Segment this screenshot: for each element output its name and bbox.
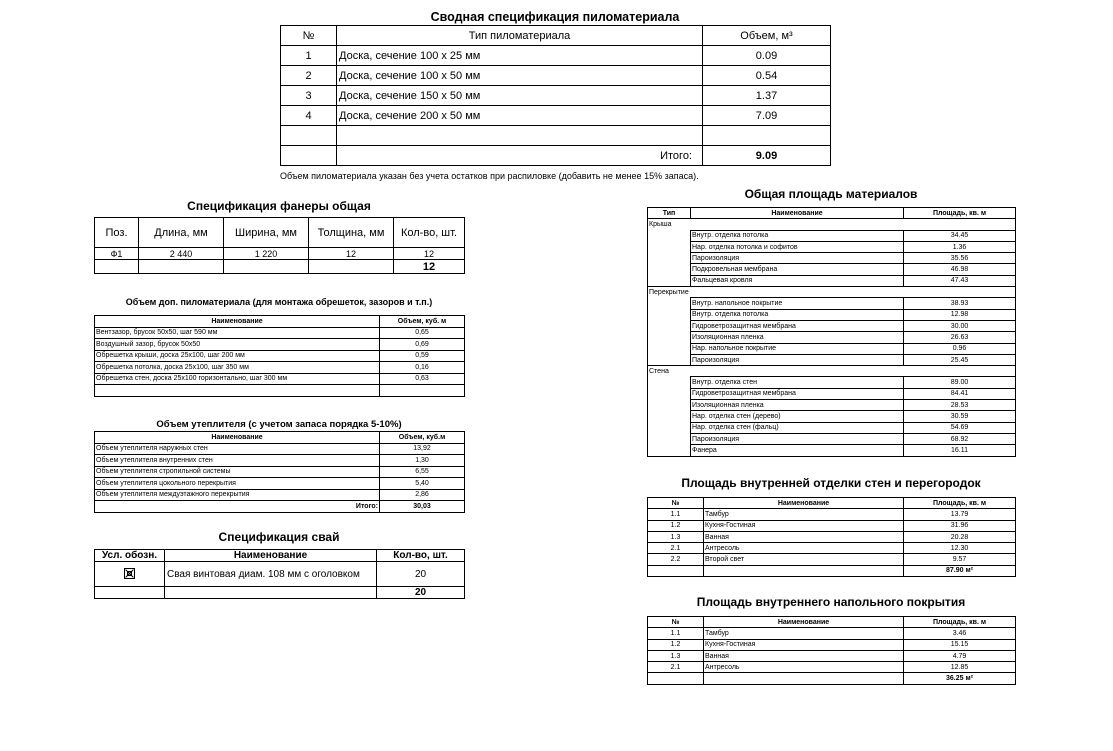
- row-area: 26.63: [904, 332, 1016, 343]
- table-row: [648, 309, 1016, 320]
- total-value: 30,03: [380, 501, 465, 513]
- row-name: Нар. напольное покрытие: [691, 343, 904, 354]
- row-name: Вентзазор, брусок 50х50, шаг 590 мм: [95, 327, 380, 339]
- table-row: [648, 433, 1016, 444]
- row-area: 12.85: [904, 662, 1016, 673]
- table-row: [648, 230, 1016, 241]
- col-name-header: Наименование: [704, 617, 904, 628]
- row-area: 30.00: [904, 320, 1016, 331]
- col-volume-header: Объем, м³: [703, 26, 831, 46]
- total-row: [648, 673, 1016, 684]
- plywood-title: Спецификация фанеры общая: [187, 199, 371, 213]
- row-name: Доска, сечение 200 х 50 мм: [337, 106, 703, 126]
- col-name-header: Наименование: [704, 498, 904, 509]
- col-symbol-header: Усл. обозн.: [95, 550, 165, 562]
- row-name: Свая винтовая диам. 108 мм с оголовком: [165, 562, 377, 587]
- row-volume: 0,63: [380, 373, 465, 385]
- row-name: Объем утеплителя стропильной системы: [95, 466, 380, 478]
- col-name-header: Наименование: [95, 432, 380, 444]
- table-header-row: [281, 26, 831, 46]
- row-area: 20.28: [904, 531, 1016, 542]
- col-name-header: Наименование: [95, 316, 380, 328]
- row-area: 54.69: [904, 422, 1016, 433]
- table-header-row: [648, 498, 1016, 509]
- total-row: [648, 565, 1016, 576]
- row-name: Воздушный зазор, брусок 50х50: [95, 339, 380, 351]
- total-row: [281, 146, 831, 166]
- row-area: 89.00: [904, 377, 1016, 388]
- row-area: 3.46: [904, 628, 1016, 639]
- table-row: [648, 332, 1016, 343]
- table-row: [648, 662, 1016, 673]
- row-area: 12.98: [904, 309, 1016, 320]
- row-area: 25.45: [904, 354, 1016, 365]
- table-header-row: [95, 550, 465, 562]
- row-name: Обрешетка стен, доска 25х100 горизонтально, шаг 300 мм: [95, 373, 380, 385]
- group-row: [648, 219, 1016, 230]
- row-area: 68.92: [904, 433, 1016, 444]
- table-row: [648, 628, 1016, 639]
- table-header-row: [95, 218, 465, 248]
- row-volume: 2,86: [380, 489, 465, 501]
- table-row: [648, 650, 1016, 661]
- walls-table: [647, 497, 1016, 577]
- total-value: 20: [377, 587, 465, 599]
- group-label: Перекрытие: [648, 287, 1016, 298]
- table-row: [95, 466, 465, 478]
- row-name: Гидроветрозащитная мембрана: [691, 320, 904, 331]
- table-row: [648, 531, 1016, 542]
- materials-table: [647, 207, 1016, 457]
- col-area-header: Площадь, кв. м: [904, 208, 1016, 219]
- row-name: Доска, сечение 100 х 25 мм: [337, 46, 703, 66]
- table-row: [648, 377, 1016, 388]
- row-volume: 1,30: [380, 455, 465, 467]
- row-number: 1.1: [648, 509, 704, 520]
- table-row: [648, 343, 1016, 354]
- col-number-header: №: [648, 498, 704, 509]
- total-value: 12: [394, 260, 465, 274]
- row-number: 2.1: [648, 543, 704, 554]
- row-volume: 1.37: [703, 86, 831, 106]
- row-area: 15.15: [904, 639, 1016, 650]
- table-header-row: [95, 432, 465, 444]
- row-name: Пароизоляция: [691, 253, 904, 264]
- row-name: Ванная: [704, 531, 904, 542]
- row-area: 38.93: [904, 298, 1016, 309]
- table-row: [281, 106, 831, 126]
- row-name: Антресоль: [704, 662, 904, 673]
- col-width-header: Ширина, мм: [224, 218, 309, 248]
- row-name: Объем утеплителя внутренних стен: [95, 455, 380, 467]
- lumber-note: Объем пиломатериала указан без учета остатков при распиловке (добавить не менее 15% запаса).: [280, 171, 699, 181]
- group-label: Крыша: [648, 219, 1016, 230]
- col-type-header: Тип пиломатериала: [337, 26, 703, 46]
- row-name: Внутр. напольное покрытие: [691, 298, 904, 309]
- table-row: [95, 248, 465, 260]
- row-number: 2: [281, 66, 337, 86]
- col-type-header: Тип: [648, 208, 691, 219]
- table-row: [648, 554, 1016, 565]
- row-name: Объем утеплителя наружных стен: [95, 443, 380, 455]
- pile-symbol-icon: [124, 568, 135, 579]
- walls-title: Площадь внутренней отделки стен и перегородок: [681, 476, 981, 490]
- insulation-table: [94, 431, 465, 513]
- row-name: Ванная: [704, 650, 904, 661]
- cell: 1 220: [224, 248, 309, 260]
- row-number: 1.3: [648, 531, 704, 542]
- cell: 2 440: [139, 248, 224, 260]
- extra-lumber-table: [94, 315, 465, 397]
- lumber-table: [280, 25, 831, 166]
- group-label: Стена: [648, 366, 1016, 377]
- piles-table: [94, 549, 465, 599]
- row-name: Фальцевая кровля: [691, 275, 904, 286]
- cell: 12: [394, 248, 465, 260]
- row-number: 1.1: [648, 628, 704, 639]
- floors-title: Площадь внутреннего напольного покрытия: [696, 595, 966, 609]
- table-row: [95, 562, 465, 587]
- row-name: Изоляционная пленка: [691, 400, 904, 411]
- col-pos-header: Поз.: [95, 218, 139, 248]
- col-number-header: №: [281, 26, 337, 46]
- row-name: Внутр. отделка потолка: [691, 309, 904, 320]
- row-name: Объем утеплителя цокольного перекрытия: [95, 478, 380, 490]
- row-area: 84.41: [904, 388, 1016, 399]
- table-row: [281, 86, 831, 106]
- col-qty-header: Кол-во, шт.: [377, 550, 465, 562]
- row-number: 2.1: [648, 662, 704, 673]
- col-area-header: Площадь, кв. м: [904, 498, 1016, 509]
- table-row: [95, 489, 465, 501]
- total-value: 9.09: [703, 146, 831, 166]
- total-label: Итого:: [95, 501, 380, 513]
- row-number: 4: [281, 106, 337, 126]
- table-row: [648, 275, 1016, 286]
- table-row: [95, 362, 465, 374]
- row-volume: 0,16: [380, 362, 465, 374]
- table-row: [648, 445, 1016, 456]
- empty-row: [95, 385, 465, 397]
- col-thickness-header: Толщина, мм: [309, 218, 394, 248]
- table-row: [648, 400, 1016, 411]
- row-name: Доска, сечение 100 х 50 мм: [337, 66, 703, 86]
- table-row: [95, 373, 465, 385]
- row-name: Объем утеплителя междуэтажного перекрытия: [95, 489, 380, 501]
- row-name: Кухня-Гостиная: [704, 520, 904, 531]
- table-row: [95, 443, 465, 455]
- row-area: 0.96: [904, 343, 1016, 354]
- table-row: [648, 320, 1016, 331]
- row-area: 30.59: [904, 411, 1016, 422]
- table-row: [648, 354, 1016, 365]
- table-row: [95, 478, 465, 490]
- materials-title: Общая площадь материалов: [744, 187, 918, 201]
- insulation-title: Объем утеплителя (с учетом запаса порядка 5-10%): [156, 419, 402, 430]
- row-area: 31.96: [904, 520, 1016, 531]
- row-area: 16.11: [904, 445, 1016, 456]
- total-value: 87.90 м²: [904, 565, 1016, 576]
- total-row: [95, 501, 465, 513]
- table-header-row: [95, 316, 465, 328]
- col-number-header: №: [648, 617, 704, 628]
- row-area: 4.79: [904, 650, 1016, 661]
- row-volume: 6,55: [380, 466, 465, 478]
- row-name: Изоляционная пленка: [691, 332, 904, 343]
- row-number: 1.2: [648, 520, 704, 531]
- row-area: 9.57: [904, 554, 1016, 565]
- col-length-header: Длина, мм: [139, 218, 224, 248]
- col-area-header: Площадь, кв. м: [904, 617, 1016, 628]
- row-name: Тамбур: [704, 509, 904, 520]
- table-header-row: [648, 208, 1016, 219]
- table-row: [281, 46, 831, 66]
- table-row: [648, 639, 1016, 650]
- total-row: [95, 587, 465, 599]
- row-volume: 0,65: [380, 327, 465, 339]
- row-qty: 20: [377, 562, 465, 587]
- col-volume-header: Объем, куб. м: [380, 316, 465, 328]
- table-row: [648, 253, 1016, 264]
- total-value: 36.25 м²: [904, 673, 1016, 684]
- row-name: Нар. отделка стен (фальц): [691, 422, 904, 433]
- table-row: [648, 422, 1016, 433]
- table-header-row: [648, 617, 1016, 628]
- col-name-header: Наименование: [691, 208, 904, 219]
- row-number: 1.2: [648, 639, 704, 650]
- row-name: Нар. отделка потолка и софитов: [691, 241, 904, 252]
- row-volume: 0,59: [380, 350, 465, 362]
- row-name: Антресоль: [704, 543, 904, 554]
- row-volume: 7.09: [703, 106, 831, 126]
- lumber-title: Сводная спецификация пиломатериала: [430, 10, 680, 24]
- table-row: [648, 388, 1016, 399]
- col-name-header: Наименование: [165, 550, 377, 562]
- row-name: Обрешетка потолка, доска 25х100, шаг 350 мм: [95, 362, 380, 374]
- table-row: [648, 264, 1016, 275]
- cell: 12: [309, 248, 394, 260]
- col-volume-header: Объем, куб.м: [380, 432, 465, 444]
- table-row: [95, 327, 465, 339]
- row-name: Нар. отделка стен (дерево): [691, 411, 904, 422]
- table-row: [648, 411, 1016, 422]
- row-name: Внутр. отделка стен: [691, 377, 904, 388]
- row-number: 2.2: [648, 554, 704, 565]
- row-name: Пароизоляция: [691, 354, 904, 365]
- row-name: Тамбур: [704, 628, 904, 639]
- extra-lumber-title: Объем доп. пиломатериала (для монтажа обрешеток, зазоров и т.п.): [125, 297, 433, 307]
- group-row: [648, 366, 1016, 377]
- row-name: Кухня-Гостиная: [704, 639, 904, 650]
- row-area: 12.30: [904, 543, 1016, 554]
- row-area: 46.98: [904, 264, 1016, 275]
- table-row: [648, 509, 1016, 520]
- total-label: Итого:: [337, 146, 703, 166]
- row-name: Гидроветрозащитная мембрана: [691, 388, 904, 399]
- row-volume: 0.54: [703, 66, 831, 86]
- table-row: [95, 350, 465, 362]
- table-row: [648, 298, 1016, 309]
- total-row: [95, 260, 465, 274]
- row-name: Внутр. отделка потолка: [691, 230, 904, 241]
- row-name: Доска, сечение 150 х 50 мм: [337, 86, 703, 106]
- plywood-table: [94, 217, 465, 274]
- row-number: 1.3: [648, 650, 704, 661]
- row-area: 1.36: [904, 241, 1016, 252]
- row-name: Фанера: [691, 445, 904, 456]
- row-name: Второй свет: [704, 554, 904, 565]
- row-area: 13.79: [904, 509, 1016, 520]
- row-name: Пароизоляция: [691, 433, 904, 444]
- row-name: Подкровельная мембрана: [691, 264, 904, 275]
- table-row: [648, 520, 1016, 531]
- table-row: [648, 241, 1016, 252]
- table-row: [648, 543, 1016, 554]
- row-volume: 0.09: [703, 46, 831, 66]
- row-area: 28.53: [904, 400, 1016, 411]
- table-row: [95, 339, 465, 351]
- col-qty-header: Кол-во, шт.: [394, 218, 465, 248]
- cell: Ф1: [95, 248, 139, 260]
- group-row: [648, 287, 1016, 298]
- floors-table: [647, 616, 1016, 685]
- table-row: [281, 66, 831, 86]
- empty-row: [281, 126, 831, 146]
- row-area: 34.45: [904, 230, 1016, 241]
- row-area: 47.43: [904, 275, 1016, 286]
- row-volume: 5,40: [380, 478, 465, 490]
- row-volume: 0,69: [380, 339, 465, 351]
- row-number: 3: [281, 86, 337, 106]
- row-number: 1: [281, 46, 337, 66]
- table-row: [95, 455, 465, 467]
- row-area: 35.56: [904, 253, 1016, 264]
- piles-title: Спецификация свай: [218, 530, 340, 544]
- row-volume: 13,92: [380, 443, 465, 455]
- row-name: Обрешетка крыши, доска 25х100, шаг 200 мм: [95, 350, 380, 362]
